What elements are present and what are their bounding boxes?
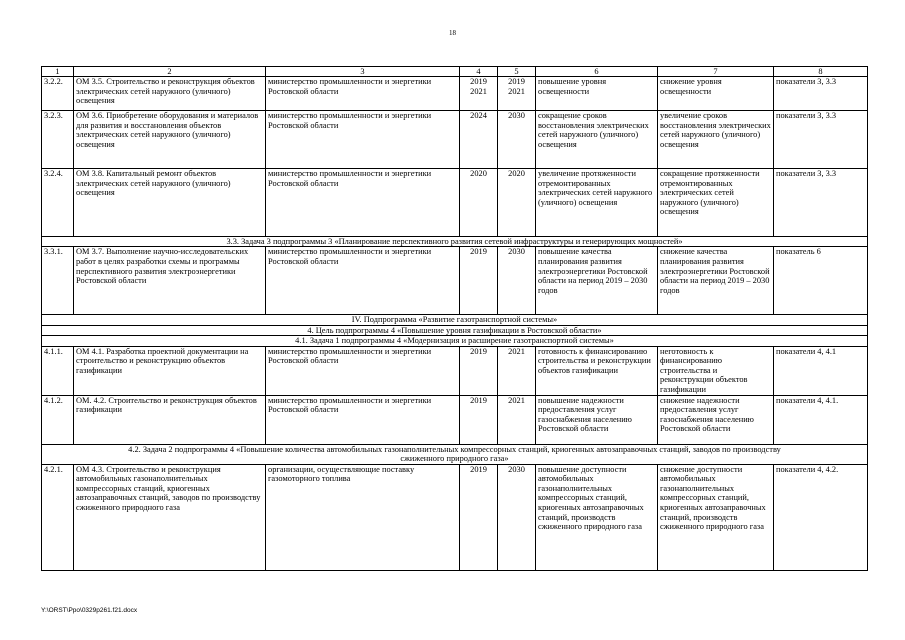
column-number: 7 — [658, 67, 774, 77]
file-path-footer: Y:\ORST\Ppo\0329p261.f21.docx — [41, 607, 138, 614]
end-year: 2030 — [498, 464, 536, 570]
table-row — [42, 346, 868, 395]
non-implementation-consequence: неготовность к финансированию строительства и реконструкции объектов газификации — [658, 346, 774, 395]
expected-result: повышение доступности автомобильных газонаполнительных компрессорных станций, криогенных автозаправочных станций, производств сжиженного природного газа — [536, 464, 658, 570]
start-year: 2019 — [460, 247, 498, 315]
column-number: 8 — [774, 67, 868, 77]
indicator-link: показатели 4, 4.1. — [774, 395, 868, 444]
row-number: 4.1.2. — [42, 395, 74, 444]
executor: организации, осуществляющие поставку газомоторного топлива — [266, 464, 460, 570]
expected-result: сокращение сроков восстановления электрических сетей наружного (уличного) освещения — [536, 111, 658, 169]
column-number: 3 — [266, 67, 460, 77]
executor: министерство промышленности и энергетики Ростовской области — [266, 77, 460, 111]
section-heading: 4. Цель подпрограммы 4 «Повышение уровня газификации в Ростовской области» — [42, 325, 868, 335]
measure-name: ОМ 4.3. Строительство и реконструкция автомобильных газонаполнительных компрессорных станций, криогенных автозаправочных станций, заводов по производству сжиженного природного газа — [74, 464, 266, 570]
page-number: 18 — [449, 29, 456, 37]
non-implementation-consequence: увеличение сроков восстановления электрических сетей наружного (уличного) освещения — [658, 111, 774, 169]
row-number: 4.2.1. — [42, 464, 74, 570]
non-implementation-consequence: сокращение протяженности отремонтированных электрических сетей наружного (уличного) освещения — [658, 169, 774, 237]
start-year: 2019 2021 — [460, 77, 498, 111]
row-number: 3.2.3. — [42, 111, 74, 169]
column-number: 6 — [536, 67, 658, 77]
expected-result: повышение надежности предоставления услуг газоснабжения населению Ростовской области — [536, 395, 658, 444]
table-row — [42, 247, 868, 315]
executor: министерство промышленности и энергетики Ростовской области — [266, 169, 460, 237]
non-implementation-consequence: снижение уровня освещенности — [658, 77, 774, 111]
column-number-row — [42, 67, 868, 77]
indicator-link: показатели 3, 3.3 — [774, 111, 868, 169]
start-year: 2020 — [460, 169, 498, 237]
row-number: 3.2.2. — [42, 77, 74, 111]
start-year: 2019 — [460, 464, 498, 570]
program-table — [41, 66, 868, 571]
section-heading-row — [42, 444, 868, 464]
expected-result: повышение качества планирования развития электроэнергетики Ростовской области на период 2019 – 2030 годов — [536, 247, 658, 315]
table-row — [42, 464, 868, 570]
end-year: 2021 — [498, 346, 536, 395]
end-year: 2020 — [498, 169, 536, 237]
non-implementation-consequence: снижение надежности предоставления услуг газоснабжения населению Ростовской области — [658, 395, 774, 444]
column-number: 2 — [74, 67, 266, 77]
indicator-link: показатели 4, 4.1 — [774, 346, 868, 395]
end-year: 2030 — [498, 111, 536, 169]
measure-name: ОМ 3.7. Выполнение научно-исследовательских работ в целях разработки схемы и программы перспективного развития электроэнергетики Ростовской области — [74, 247, 266, 315]
table-row — [42, 77, 868, 111]
measure-name: ОМ 3.5. Строительство и реконструкция объектов электрических сетей наружного (уличного) освещения — [74, 77, 266, 111]
table-row — [42, 395, 868, 444]
expected-result: повышение уровня освещенности — [536, 77, 658, 111]
start-year: 2024 — [460, 111, 498, 169]
column-number: 4 — [460, 67, 498, 77]
measure-name: ОМ 3.6. Приобретение оборудования и материалов для развития и восстановления объектов электрических сетей наружного (уличного) освещения — [74, 111, 266, 169]
indicator-link: показатель 6 — [774, 247, 868, 315]
section-heading-row — [42, 336, 868, 346]
row-number: 3.2.4. — [42, 169, 74, 237]
non-implementation-consequence: снижение доступности автомобильных газонаполнительных компрессорных станций, криогенных автозаправочных станций, производств сжиженного природного газа — [658, 464, 774, 570]
section-heading: IV. Подпрограмма «Развитие газотранспортной системы» — [42, 315, 868, 325]
section-heading-row — [42, 315, 868, 325]
indicator-link: показатели 3, 3.3 — [774, 77, 868, 111]
executor: министерство промышленности и энергетики Ростовской области — [266, 247, 460, 315]
row-number: 3.3.1. — [42, 247, 74, 315]
measure-name: ОМ 4.1. Разработка проектной документации на строительство и реконструкцию объектов газификации — [74, 346, 266, 395]
end-year: 2030 — [498, 247, 536, 315]
start-year: 2019 — [460, 395, 498, 444]
expected-result: готовность к финансированию строительства и реконструкции объектов газификации — [536, 346, 658, 395]
indicator-link: показатели 4, 4.2. — [774, 464, 868, 570]
indicator-link: показатели 3, 3.3 — [774, 169, 868, 237]
row-number: 4.1.1. — [42, 346, 74, 395]
executor: министерство промышленности и энергетики Ростовской области — [266, 346, 460, 395]
section-heading-row — [42, 237, 868, 247]
section-heading: 4.2. Задача 2 подпрограммы 4 «Повышение количества автомобильных газонаполнительных компрессорных станций, криогенных автозаправочных станций, заводов по производству сжиженного природного газа» — [42, 444, 868, 464]
non-implementation-consequence: снижение качества планирования развития электроэнергетики Ростовской области на период 2019 – 2030 годов — [658, 247, 774, 315]
executor: министерство промышленности и энергетики Ростовской области — [266, 395, 460, 444]
section-heading: 4.1. Задача 1 подпрограммы 4 «Модернизация и расширение газотранспортной системы» — [42, 336, 868, 346]
table-row — [42, 169, 868, 237]
section-heading-row — [42, 325, 868, 335]
measure-name: ОМ 3.8. Капитальный ремонт объектов электрических сетей наружного (уличного) освещения — [74, 169, 266, 237]
expected-result: увеличение протяженности отремонтированных электрических сетей наружного (уличного) освещения — [536, 169, 658, 237]
start-year: 2019 — [460, 346, 498, 395]
section-heading: 3.3. Задача 3 подпрограммы 3 «Планирование перспективного развития сетевой инфраструктуры и генерирующих мощностей» — [42, 237, 868, 247]
table-row — [42, 111, 868, 169]
column-number: 5 — [498, 67, 536, 77]
end-year: 2021 — [498, 395, 536, 444]
end-year: 2019 2021 — [498, 77, 536, 111]
executor: министерство промышленности и энергетики Ростовской области — [266, 111, 460, 169]
measure-name: ОМ. 4.2. Строительство и реконструкция объектов газификации — [74, 395, 266, 444]
column-number: 1 — [42, 67, 74, 77]
